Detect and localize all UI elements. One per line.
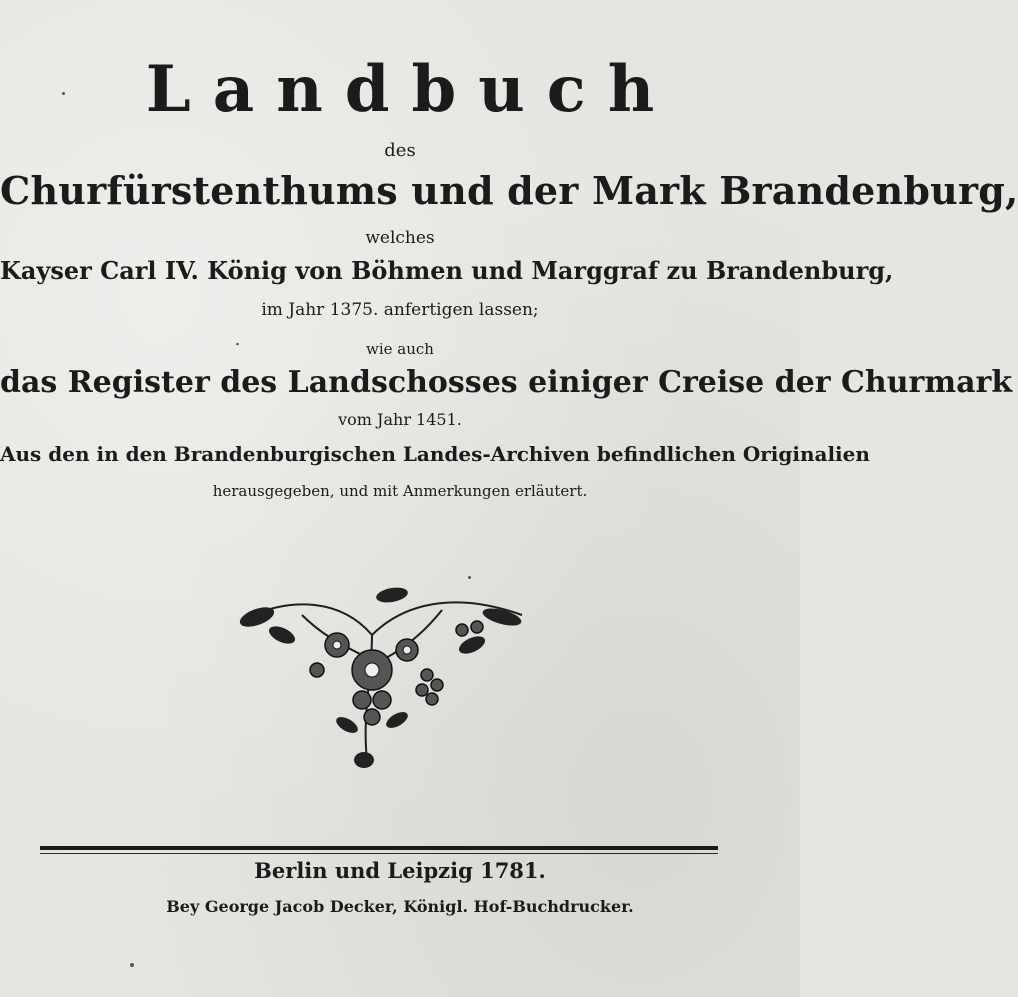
book-title: Landbuch — [145, 52, 677, 127]
paper-speck — [236, 343, 239, 345]
title-line-year-1375: im Jahr 1375. anfertigen lassen; — [261, 300, 539, 320]
main-heading: Churfürstenthums und der Mark Brandenburg, — [0, 168, 1018, 213]
title-line-sources: Aus den in den Brandenburgischen Landes-Archiven befindlichen Originalien — [0, 442, 870, 466]
title-line-year-1451: vom Jahr 1451. — [338, 410, 462, 429]
imprint-rule-thin — [40, 853, 718, 854]
title-line-edited: herausgegeben, und mit Anmerkungen erläutert. — [212, 482, 588, 500]
title-line-register: das Register des Landschosses einiger Creise der Churmark — [0, 365, 1013, 400]
paper-speck — [130, 963, 134, 967]
title-line-kayser: Kayser Carl IV. König von Böhmen und Marggraf zu Brandenburg, — [0, 256, 894, 285]
paper-speck — [62, 92, 65, 95]
floral-ornament-icon — [232, 575, 532, 775]
title-line-des: des — [384, 140, 416, 161]
paper-speck — [468, 576, 471, 579]
title-line-welches: welches — [365, 228, 435, 248]
imprint-rule-thick — [40, 846, 718, 850]
title-line-wie-auch: wie auch — [366, 340, 434, 358]
imprint-printer: Bey George Jacob Decker, Königl. Hof-Buchdrucker. — [166, 897, 634, 916]
imprint-place-year: Berlin und Leipzig 1781. — [254, 858, 546, 883]
